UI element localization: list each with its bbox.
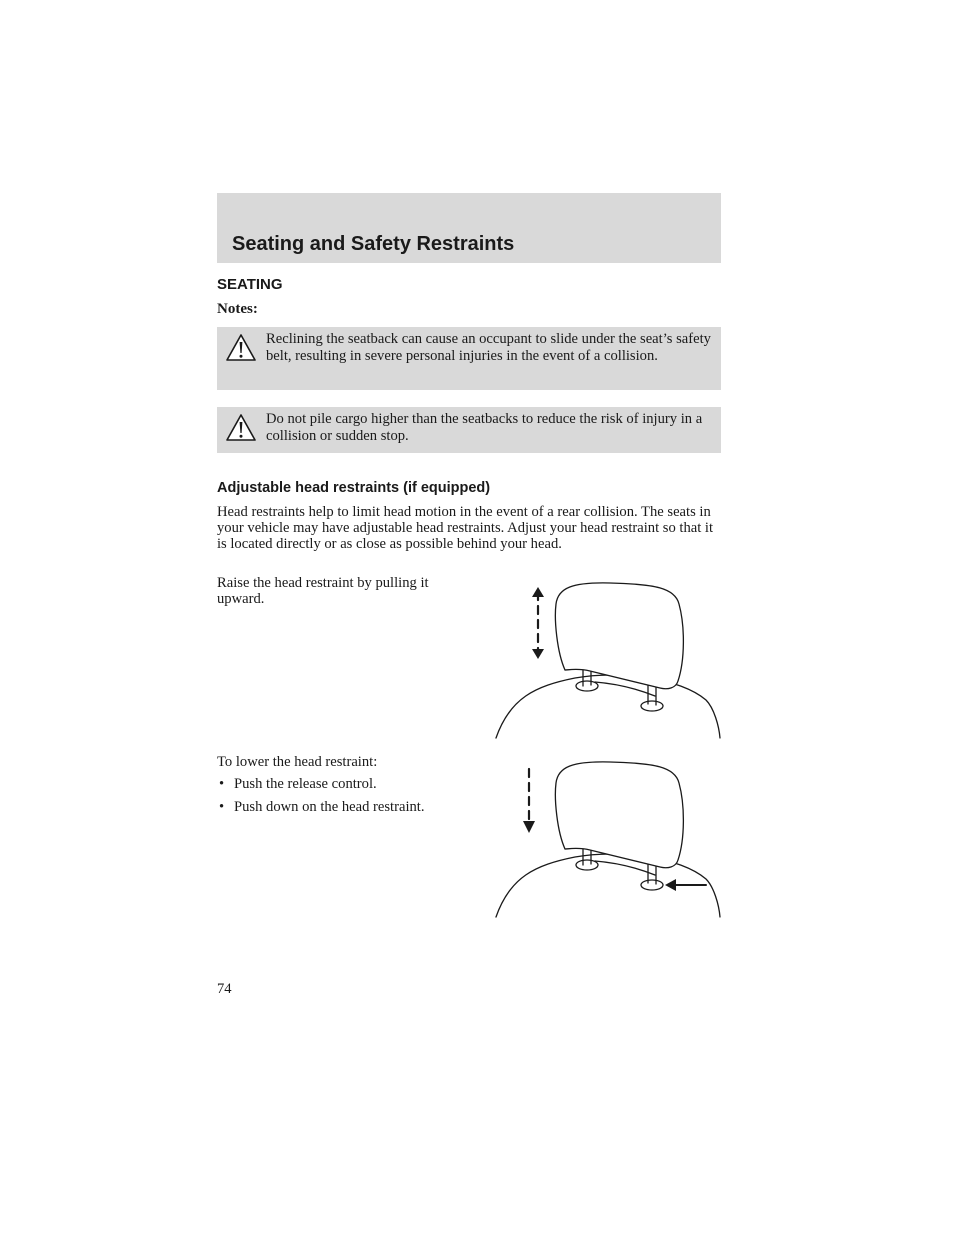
warning-text: Reclining the seatback can cause an occupant to slide under the seat’s safety belt, resulting in severe personal injuries in the event of a collision. bbox=[266, 331, 711, 364]
warning-box-cargo bbox=[217, 407, 721, 453]
warning-box-reclining bbox=[217, 327, 721, 390]
lower-steps-list bbox=[217, 776, 425, 821]
head-restraint-raise-illustration bbox=[490, 578, 725, 743]
head-restraint-lower-illustration bbox=[490, 757, 725, 922]
section-heading: SEATING bbox=[217, 276, 283, 293]
head-restraints-intro: Head restraints help to limit head motion in the event of a rear collision. The seats in your vehicle may have adjustable head restraints. Adjust your head restraint so that it is located directly or as close as possible behind your head. bbox=[217, 504, 714, 553]
warning-text: Do not pile cargo higher than the seatbacks to reduce the risk of injury in a collision or sudden stop. bbox=[266, 411, 703, 444]
head-restraints-heading: Adjustable head restraints (if equipped) bbox=[217, 480, 491, 496]
page-number: 74 bbox=[217, 981, 232, 997]
raise-instruction: Raise the head restraint by pulling it upward. bbox=[217, 575, 429, 608]
list-item: • Push the release control. bbox=[219, 776, 377, 792]
list-item: • Push down on the head restraint. bbox=[219, 798, 425, 815]
lower-instruction-intro: To lower the head restraint: bbox=[217, 754, 378, 770]
page-title: Seating and Safety Restraints bbox=[232, 233, 515, 255]
notes-label: Notes: bbox=[217, 301, 258, 317]
